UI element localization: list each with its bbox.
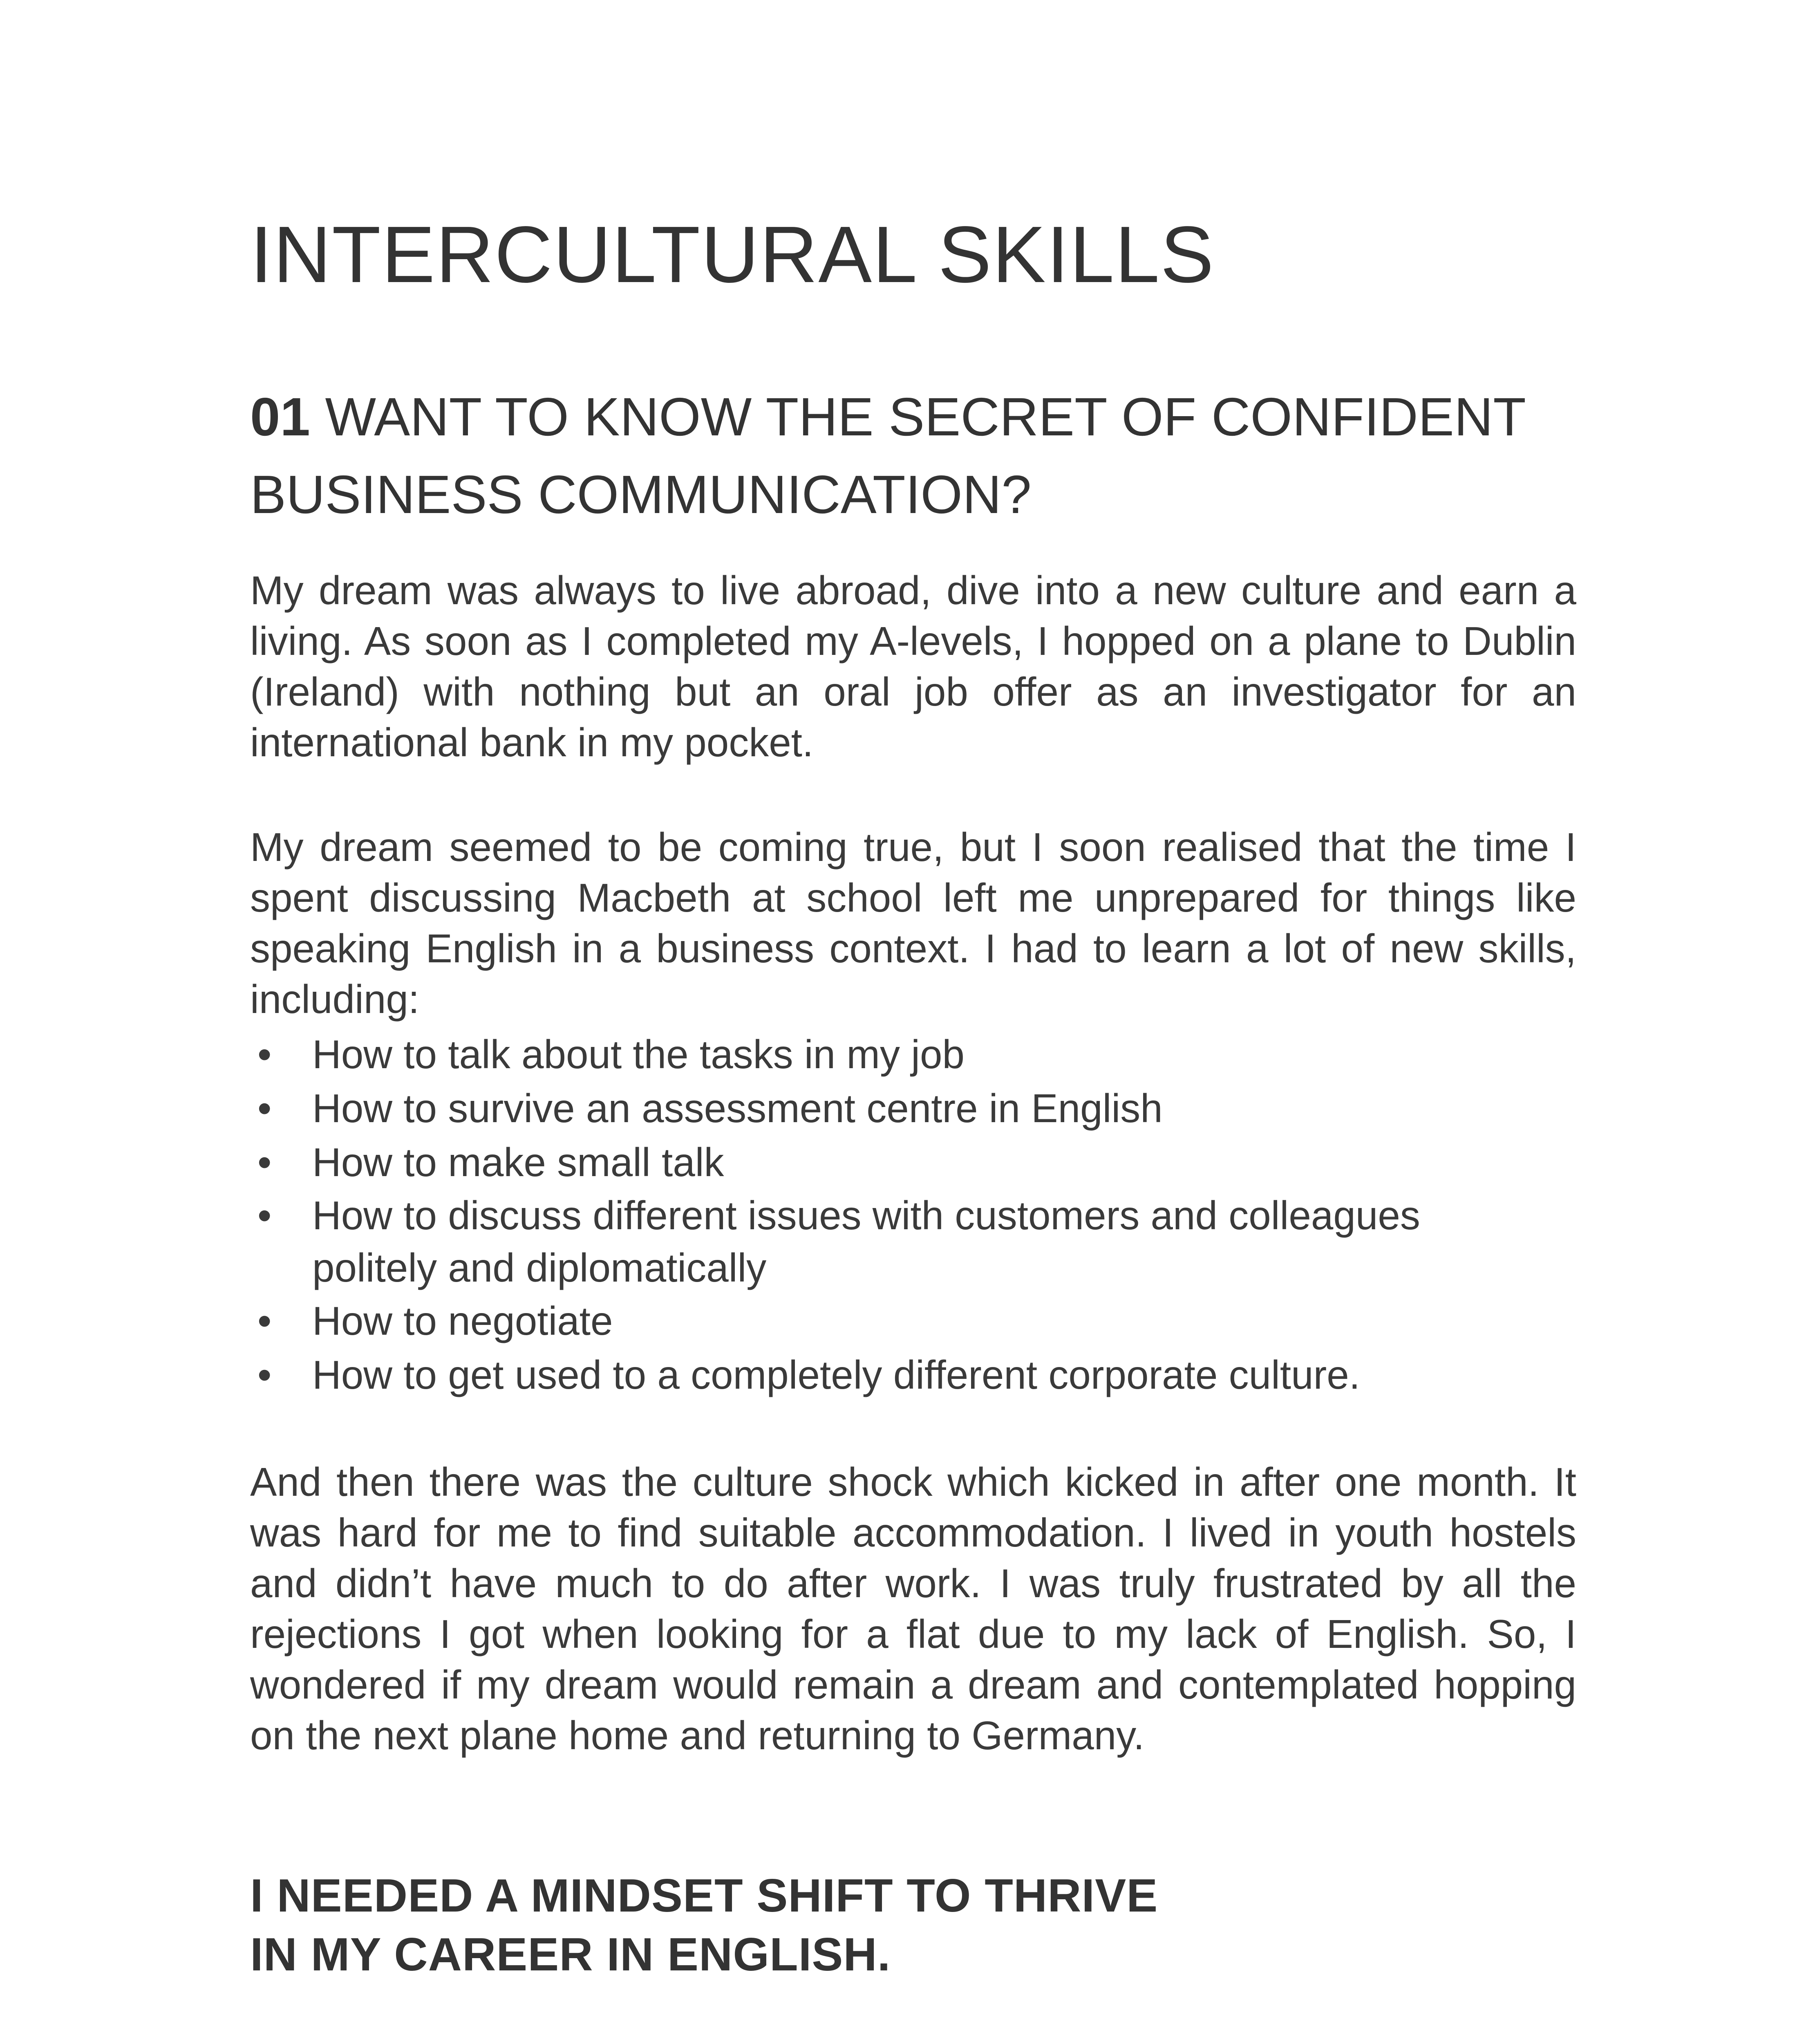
bullet-icon: • <box>257 1352 272 1397</box>
subheading-line-2: IN MY CAREER IN ENGLISH. <box>250 1929 891 1981</box>
subheading-line-1: I NEEDED A MINDSET SHIFT TO THRIVE <box>250 1870 1158 1922</box>
list-item-text: How to survive an assessment centre in English <box>312 1086 1163 1131</box>
subheading <box>250 1867 1576 1984</box>
list-item-text: How to talk about the tasks in my job <box>312 1032 965 1077</box>
list-item-text: How to get used to a completely different corporate culture. <box>312 1352 1360 1397</box>
skills-list <box>250 1027 1576 1402</box>
bullet-icon: • <box>257 1032 272 1077</box>
chapter-title: INTERCULTURAL SKILLS <box>250 210 1215 299</box>
paragraph-intro: My dream was always to live abroad, dive into a new culture and earn a living. As soon as I completed my A-levels, I hopped on a plane to Dublin (Ireland) with nothing but an oral job offer as an investigator for an international bank in my pocket. <box>250 568 1576 765</box>
section-title-line-2: BUSINESS COMMUNICATION? <box>250 464 1032 524</box>
section-number: 01 <box>250 387 310 447</box>
list-item <box>250 1027 1576 1081</box>
list-item <box>250 1081 1576 1135</box>
paragraph-culture-shock: And then there was the culture shock which kicked in after one month. It was hard for me to find suitable accommodation. I lived in youth hostels and didn’t have much to do after work. I was truly frustrated by all the rejections I got when looking for a flat due to my lack of English. So, I wondered if my dream would remain a dream and contemplated hopping on the next plane home and returning to Germany. <box>250 1459 1576 1758</box>
section-title <box>250 378 1576 533</box>
bullet-icon: • <box>257 1086 272 1131</box>
list-item <box>250 1294 1576 1348</box>
section-title-line-1: WANT TO KNOW THE SECRET OF CONFIDENT <box>325 387 1526 447</box>
list-item-text: How to make small talk <box>312 1140 724 1185</box>
list-item <box>250 1135 1576 1189</box>
paragraph-skills-intro: My dream seemed to be coming true, but I soon realised that the time I spent discussing Macbeth at school left me unprepared for things like speaking English in a business context. I had to learn a lot of new skills, including: <box>250 825 1576 1022</box>
list-item-text: How to negotiate <box>312 1298 613 1343</box>
bullet-icon: • <box>257 1193 272 1238</box>
list-item <box>250 1348 1576 1402</box>
bullet-icon: • <box>257 1298 272 1343</box>
list-item <box>250 1189 1497 1294</box>
list-item-text: How to discuss different issues with customers and colleagues politely and diplomatically <box>312 1193 1420 1290</box>
bullet-icon: • <box>257 1140 272 1185</box>
